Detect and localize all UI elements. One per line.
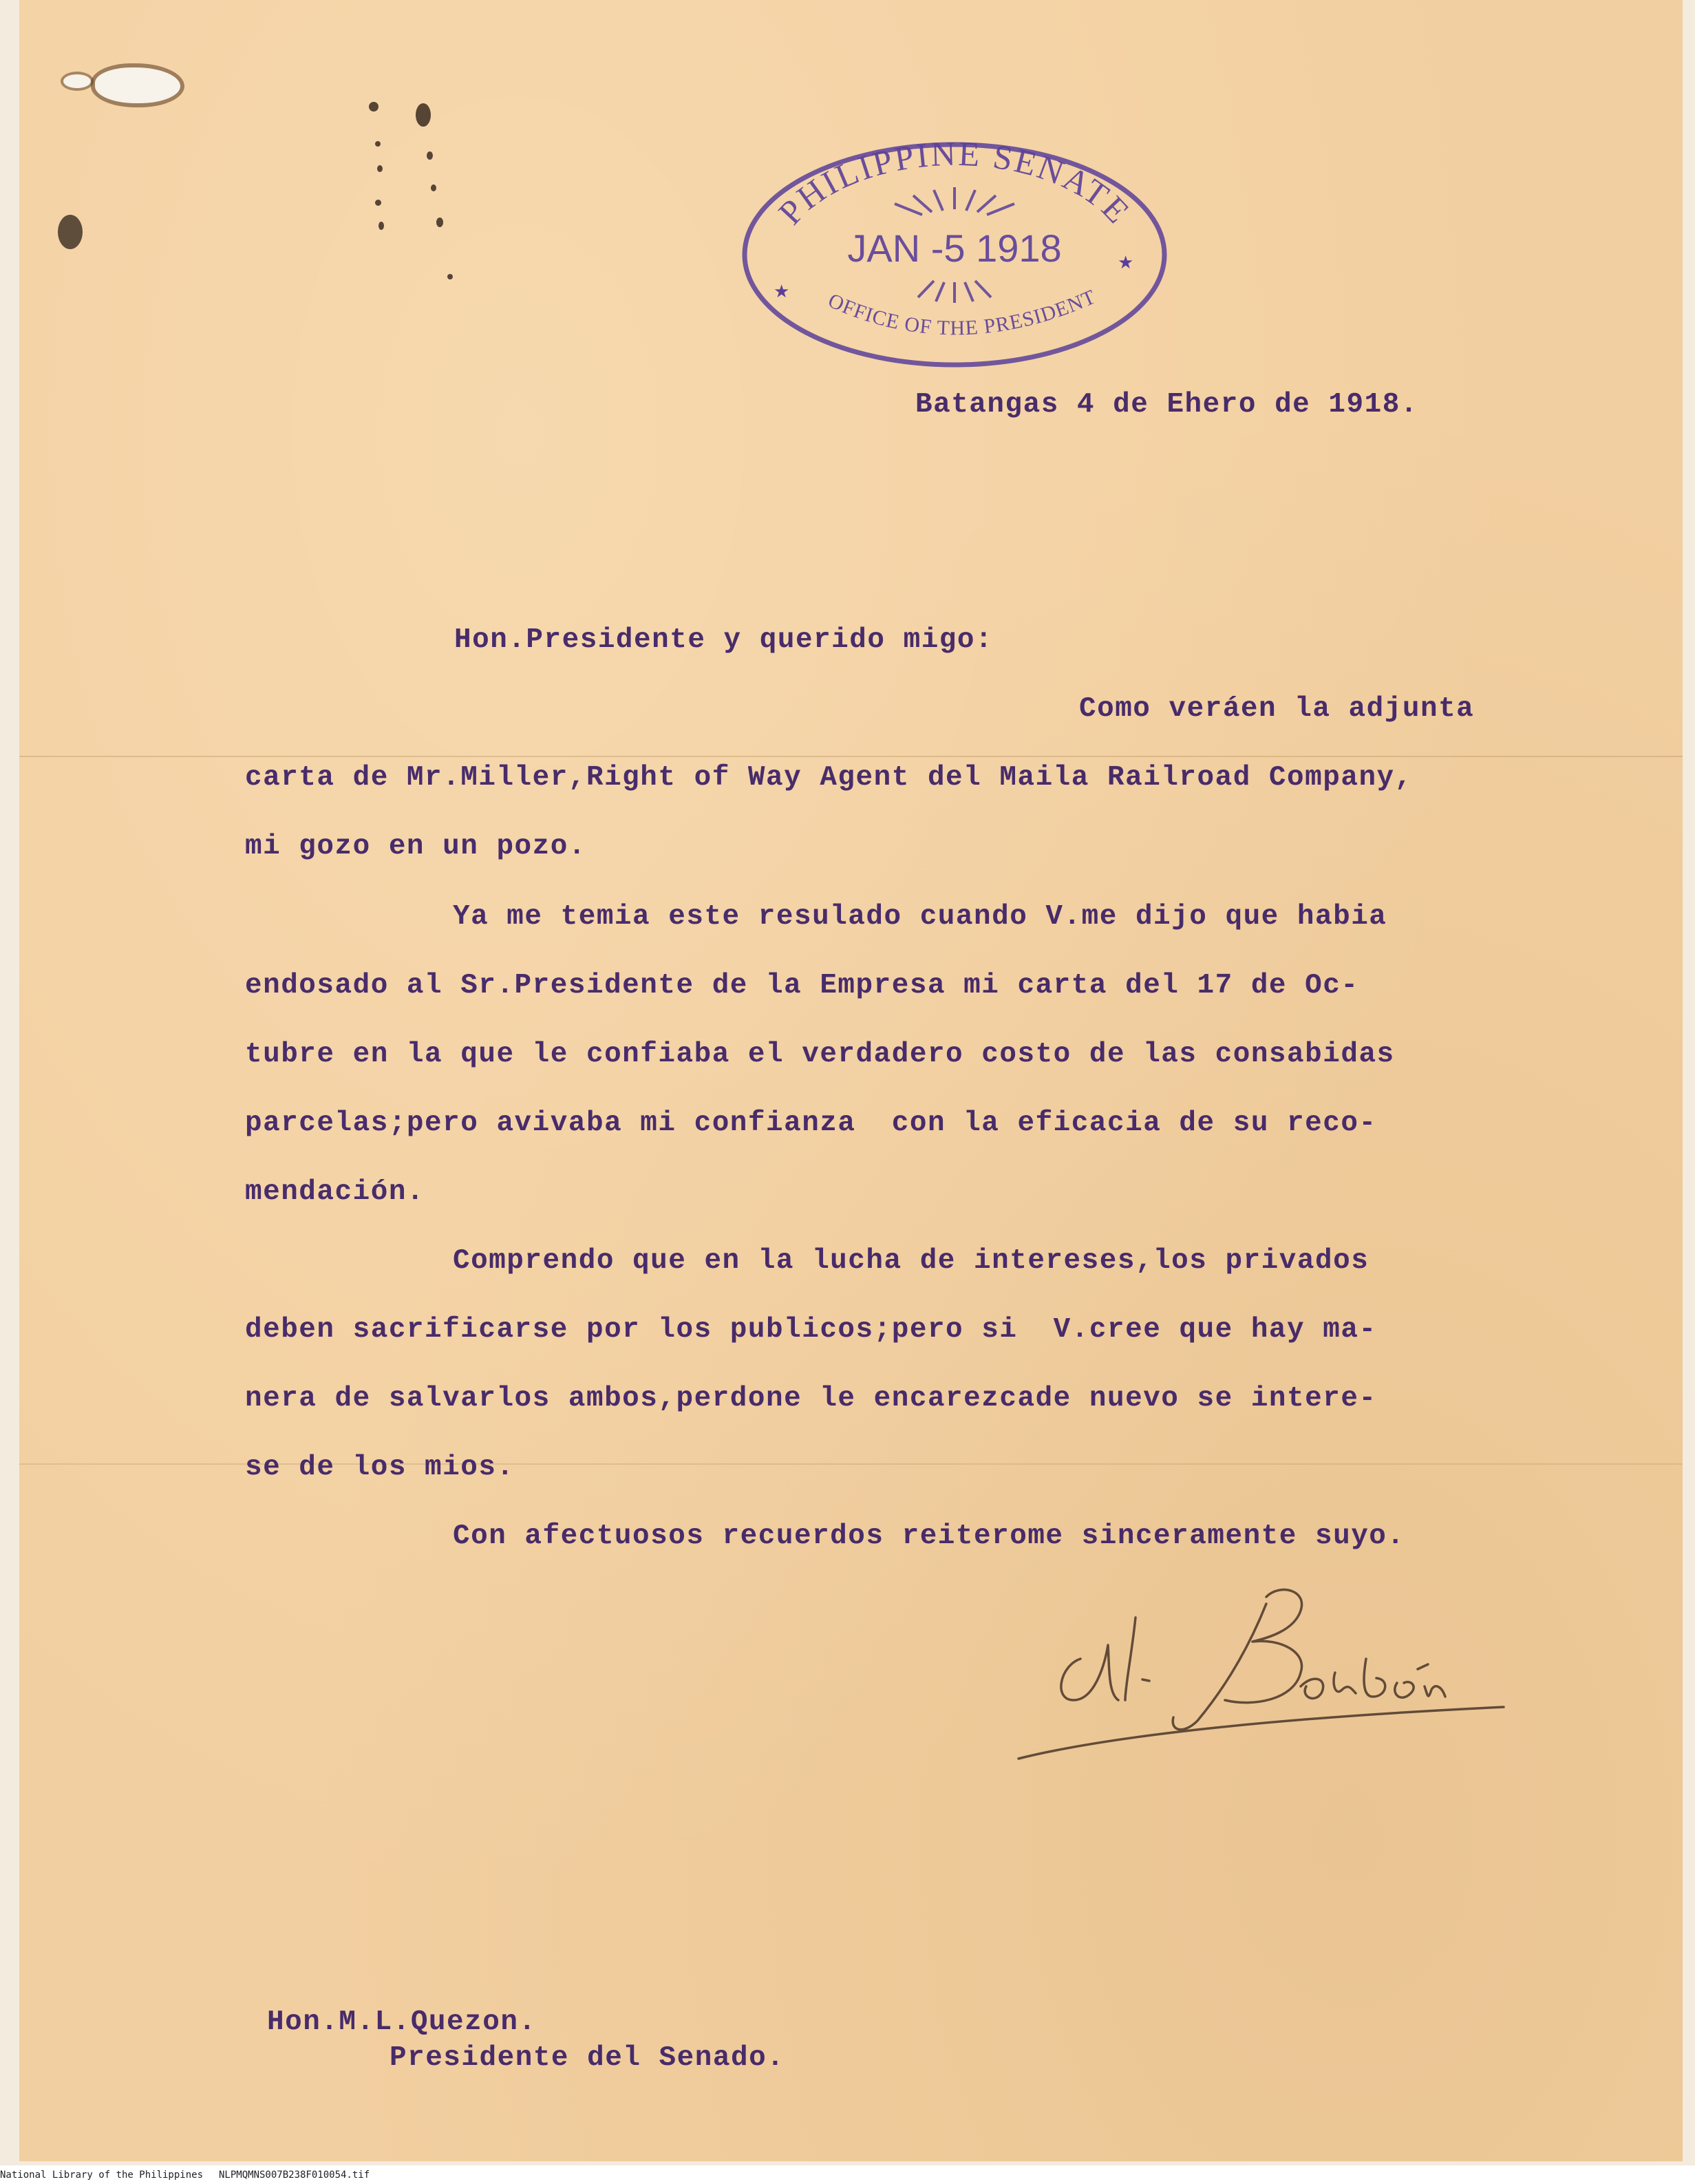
body-line: Como veráen la adjunta	[1079, 693, 1475, 725]
punch-hole	[95, 67, 180, 103]
stamp-star-right: ★	[1118, 253, 1134, 273]
body-line: Ya me temia este resulado cuando V.me dijo que habia	[453, 901, 1387, 933]
ink-dot	[375, 200, 381, 206]
ink-dot	[427, 151, 433, 160]
addressee-title: Presidente del Senado.	[390, 2042, 785, 2074]
ink-dot	[431, 184, 436, 191]
ink-dot	[377, 165, 383, 172]
ink-dot	[416, 103, 431, 127]
ink-stain	[58, 215, 83, 249]
archive-label: National Library of the Philippines	[0, 2170, 204, 2181]
body-line: nera de salvarlos ambos,perdone le encarezcade nuevo se intere-	[245, 1383, 1377, 1414]
stamp-top-text: PHILIPPINE SENATE	[770, 138, 1138, 232]
body-line: endosado al Sr.Presidente de la Empresa mi carta del 17 de Oc-	[245, 970, 1359, 1001]
ink-dot	[369, 102, 379, 112]
salutation: Hon.Presidente y querido migo:	[454, 624, 994, 656]
body-line: mendación.	[245, 1176, 425, 1208]
body-line: se de los mios.	[245, 1452, 515, 1483]
handwritten-signature	[977, 1562, 1528, 1769]
ink-dot	[375, 141, 381, 147]
stamp-rays-bottom	[918, 281, 991, 303]
closing-line: Con afectuosos recuerdos reiterome sinceramente suyo.	[453, 1520, 1405, 1552]
body-line: Comprendo que en la lucha de intereses,los privados	[453, 1245, 1369, 1277]
body-line: carta de Mr.Miller,Right of Way Agent del Maila Railroad Company,	[245, 762, 1413, 794]
place-date-line: Batangas 4 de Ehero de 1918.	[915, 389, 1418, 421]
ink-dot	[436, 218, 443, 227]
stamp-bottom-text: OFFICE OF THE PRESIDENT	[824, 285, 1100, 340]
ink-dot	[379, 222, 384, 230]
stamp-rays-top	[895, 187, 1014, 215]
stamp-star-left: ★	[774, 282, 790, 302]
stamp-date: JAN -5 1918	[847, 226, 1062, 270]
senate-received-stamp	[738, 138, 1171, 372]
scan-filename: NLPMQMNS007B238F010054.tif	[219, 2170, 370, 2181]
body-line: deben sacrificarse por los publicos;pero si V.cree que hay ma-	[245, 1314, 1377, 1346]
addressee-name: Hon.M.L.Quezon.	[267, 2006, 537, 2038]
scan-footer	[0, 2165, 1695, 2184]
paper-fold-line	[19, 756, 1683, 757]
body-line: tubre en la que le confiaba el verdadero costo de las consabidas	[245, 1039, 1395, 1070]
punch-hole-notch	[63, 74, 91, 88]
body-line: mi gozo en un pozo.	[245, 831, 586, 862]
ink-dot	[447, 274, 453, 279]
body-line: parcelas;pero avivaba mi confianza con la eficacia de su reco-	[245, 1107, 1377, 1139]
